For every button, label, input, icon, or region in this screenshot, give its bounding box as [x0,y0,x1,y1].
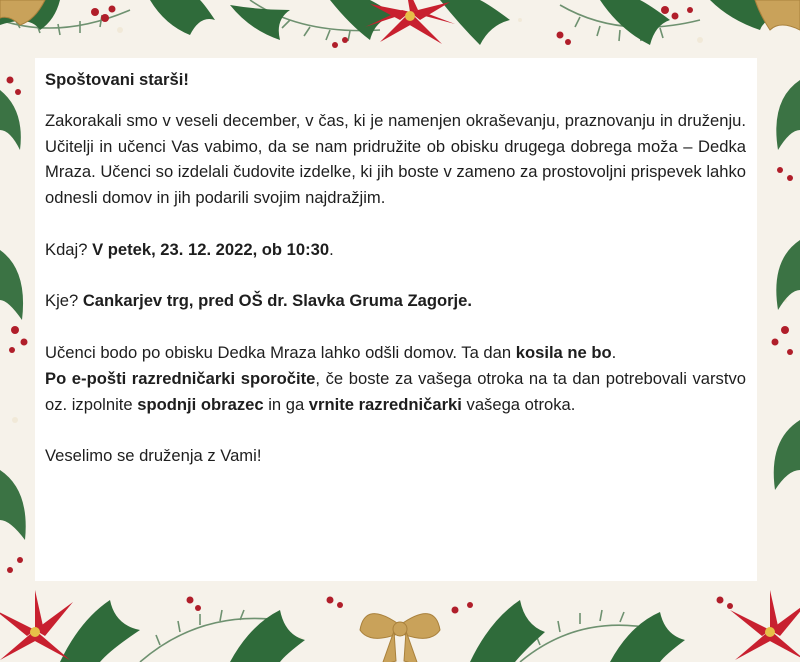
info-2-bold-c: vrnite razredničarki [308,394,462,414]
spacer [45,417,746,443]
info-2-bold-a: Po e-pošti razredničarki sporočite [45,368,316,388]
info-2-text-c: vašega otroka. [461,394,576,414]
info-1-text: Učenci bodo po obisku Dedka Mraza lahko odšli domov. Ta dan [45,342,516,362]
info-1-end: . [611,342,617,362]
greeting: Spoštovani starši! [45,70,189,89]
info-1-bold: kosila ne bo [515,342,612,362]
info-2-text-b: in ga [263,394,309,414]
spacer [45,211,746,237]
info-2-text-a: , če boste za vašega otroka na ta dan potrebovali varstvo oz. izpolnite [45,368,746,414]
when-end: . [329,239,334,259]
intro-paragraph: Zakorakali smo v veseli december, v čas, ki je namenjen okraševanju, praznovanju in druženju. Učitelji in učenci Vas vabimo, da se nam pridružite ob obisku drugega dobrega moža – Dedka Mraza. Učenci so izdelali čudovite izdelke, ki jih boste v zameno za prostovoljni prispevek lahko odnesli domov in jih podarili svojim najdražjim. [45,110,746,208]
where-label: Kje? [45,291,83,311]
where-line [45,288,746,314]
when-line [45,237,746,263]
where-value: Cankarjev trg, pred OŠ dr. Slavka Gruma Zagorje. [82,291,473,311]
info-paragraph-2 [45,366,746,418]
spacer [45,314,746,340]
letter-card [35,58,757,581]
poinsettia-icon [365,0,455,44]
when-label: Kdaj? [45,239,93,259]
info-2-bold-b: spodnji obrazec [137,394,264,414]
closing: Veselimo se druženja z Vami! [45,446,262,466]
when-value: V petek, 23. 12. 2022, ob 10:30 [92,239,330,259]
spacer [45,263,746,289]
info-line-1 [45,340,746,366]
